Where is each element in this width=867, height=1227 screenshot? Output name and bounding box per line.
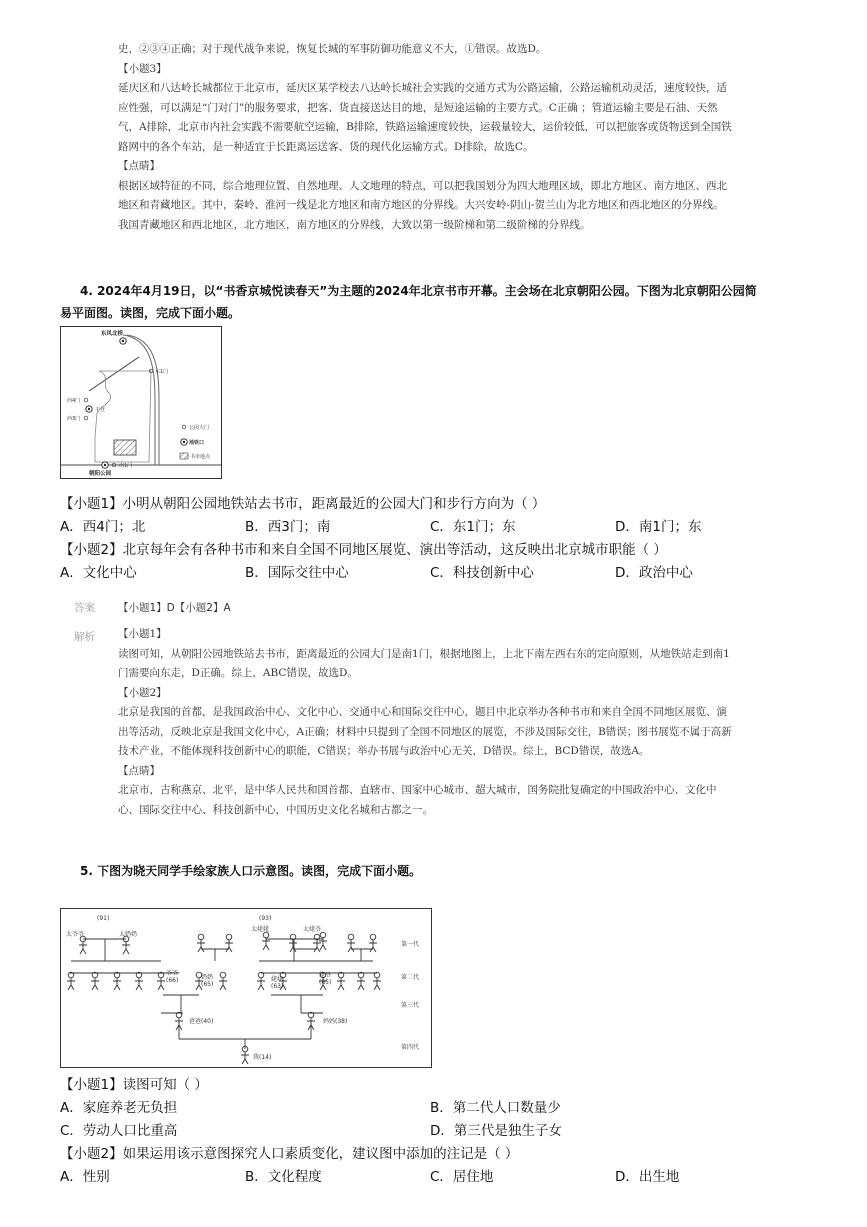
q5-sub2-option-c[interactable]: C．居住地 [430,1169,494,1185]
q5-sub1-option-c[interactable]: C．劳动人口比重高 [60,1123,178,1139]
q5-sub1-option-d[interactable]: D．第三代是独生子女 [430,1123,562,1139]
age-label: (65) [201,981,214,988]
q4-sub2-option-a[interactable]: A．文化中心 [60,565,137,581]
q5-sub1-option-b[interactable]: B．第二代人口数量少 [430,1100,561,1116]
answer-label: 答案 [74,602,95,614]
dianjing-tag: 【点睛】 [118,764,160,777]
generation-label: 第一代 [401,941,420,948]
subway-exit-icon [104,464,106,466]
person-label: 奶奶 [201,974,214,981]
q4-sub1-option-c[interactable]: C．东1门；东 [430,519,516,535]
explain-line: 北京市，古称燕京、北平，是中华人民共和国首都、直辖市、国家中心城市、超大城市，国务院批复确定的中国政治中心、文化中 [118,784,717,796]
person-label: 爷爷 [166,970,179,977]
legend-gate-icon [182,425,186,429]
age-label: (65) [319,979,332,986]
q4-sub2-option-d[interactable]: D．政治中心 [615,565,693,581]
explain-line: 北京是我国的首都，是我国政治中心、文化中心、交通中心和国际交往中心，题目中北京举办各种书市和来自全国不同地区展览、演 [118,706,727,718]
subway-exit-icon [122,340,124,342]
road-diagonal [89,357,139,391]
prev-explanation [118,40,790,235]
question-4-line: 4. 2024年4月19日，以“书香京城悦读春天”为主题的2024年北京书市开幕。主会场在北京朝阳公园。下图为北京朝阳公园简 [80,284,757,298]
person-figure-icon [91,972,99,990]
person-figure-icon [157,972,165,990]
gate-west4-label: 西4门 [67,398,81,404]
book-fair-area [114,440,136,455]
explain-line: 心、国际交往中心、科技创新中心，中国历史文化名城和古都之一。 [118,803,433,816]
generation-label: 第四代 [401,1044,420,1051]
explain-line: 出等活动，反映北京是我国文化中心，A正确；材料中只提到了全国不同地区的展览，不涉及国际交往，B错误；图书展览不属于高新 [118,725,732,738]
person-label: 姥姥 [271,976,284,983]
generation-label: 第二代 [401,974,420,981]
legend-subway-icon [183,441,185,443]
person-figure-icon [262,932,270,950]
explain-line: 史，②③④正确；对于现代战争来说，恢复长城的军事防御功能意义不大，①错误。故选D。 [118,43,547,55]
person-figure-icon [257,972,265,990]
person-label: 妈妈(38) [323,1018,348,1025]
gate-icon [84,398,88,402]
gate-icon [84,416,88,420]
age-label: (66) [166,977,179,984]
person-figure-icon [219,972,227,990]
landmark-label: 丰登 [95,407,106,413]
legend-gate-label: 公园大门 [189,425,210,431]
answer-text: 【小题1】D【小题2】A [118,602,231,614]
family-diagram [60,908,432,1068]
generation-label: 第三代 [401,1002,420,1009]
park-map [60,326,222,479]
station-top-label: 东风北桥 [101,331,124,337]
q5-sub2-option-a[interactable]: A．性别 [60,1169,110,1185]
person-figure-icon [373,972,381,990]
explain-line: 技术产业，不能体现科技创新中心的职能，C错误；举办书展与政治中心无关，D错误。综上，BCD错误，故选A。 [118,745,650,757]
person-label: 爸爸(40) [189,1018,214,1025]
question-4-line: 易平面图。读图，完成下面小题。 [60,306,241,320]
dianjing-tag: 【点睛】 [118,160,160,172]
explain-label: 解析 [74,631,95,643]
q5-sub1-option-a[interactable]: A．家庭养老无负担 [60,1100,178,1116]
person-figure-icon [113,972,121,990]
q4-sub2-option-b[interactable]: B．国际交往中心 [245,565,349,581]
family-lines [69,939,377,1049]
family-diagram-svg [61,909,431,1067]
station-bottom-label: 朝阳公园 [89,471,112,477]
legend-fair-label: 书市地点 [190,454,211,460]
q4-explanation [118,625,790,820]
park-map-svg [61,327,221,478]
age-label: (63) [271,983,284,990]
explain-line: 读图可知，从朝阳公园地铁站去书市，距离最近的公园大门是南1门，根据地图上，上北下南左西右东的定向原则，从地铁站走到南1 [118,647,730,660]
legend-subway-label: 地铁口 [189,440,205,446]
explain-line: 应性强，可以满足“门对门”的服务要求，把客、货直接送达目的地，是短途运输的主要方式。C正确 ；管道运输主要是石油、天然 [118,101,718,114]
q5-sub2-stem: 【小题2】如果运用该示意图探究人口素质变化，建议图中添加的注记是（ ） [60,1146,519,1162]
person-label: 姥爷 [319,972,332,979]
q4-sub2-stem: 【小题2】北京每年会有各种书市和来自全国不同地区展览、演出等活动，这反映出北京城市职能（ ） [60,542,667,558]
explain-line: 气，A排除，北京市内社会实践不需要航空运输，B排除，铁路运输速度较快，运载量较大，运价较低，可以把旅客或货物送到全国铁 [118,121,732,133]
person-label: 太姥姥 [251,926,270,933]
person-label: 太奶奶 [119,931,138,938]
sub-tag: 【小题1】 [118,628,167,640]
person-label: 太爷爷 [66,931,85,938]
q5-sub2-option-b[interactable]: B．文化程度 [245,1169,322,1185]
q5-sub2-option-d[interactable]: D．出生地 [615,1169,680,1185]
sub-tag: 【小题2】 [118,686,167,699]
explain-line: 门需要向东走，D正确。综上，ABC错误，故选D。 [118,667,358,679]
sub-tag: 【小题3】 [118,62,167,75]
person-label: 太姥爷 [303,926,322,933]
explain-line: 我国青藏地区和西北地区，北方地区，南方地区的分界线，大致以第一级阶梯和第二级阶梯的分界线。 [118,218,591,231]
question-5-stem: 5. 下图为晓天同学手绘家族人口示意图。读图，完成下面小题。 [80,864,422,878]
person-figure-icon [319,932,327,950]
gate-west3-label: 西3门 [67,416,81,422]
q5-sub1-stem: 【小题1】读图可知（ ） [60,1077,208,1093]
q4-sub1-option-a[interactable]: A．西4门；北 [60,519,146,535]
person-figure-icon [67,972,75,990]
q4-sub1-option-b[interactable]: B．西3门；南 [245,519,331,535]
person-label: 我(14) [253,1054,272,1061]
q4-sub1-stem: 【小题1】小明从朝阳公园地铁站去书市，距离最近的公园大门和步行方向为（ ） [60,496,546,512]
age-label: (93) [259,915,272,922]
q4-sub2-option-c[interactable]: C．科技创新中心 [430,565,534,581]
subway-exit-icon [88,408,90,410]
age-label: (91) [97,915,110,922]
explain-line: 地区和青藏地区。其中，秦岭、淮河一线是北方地区和南方地区的分界线。大兴安岭-阴山-贺兰山为北方地区和西北地区的分界线。 [118,199,724,211]
explain-line: 路网中的各个车站，是一种适宜于长距离运送客、货的现代化运输方式。D排除，故选C。 [118,140,534,153]
legend-fair-icon [180,453,188,459]
person-figure-icon [337,972,345,990]
gate-east1-label: 东1门 [155,369,169,375]
explain-line: 根据区域特征的不同，综合地理位置、自然地理、人文地理的特点，可以把我国划分为四大地理区域，即北方地区、南方地区、西北 [118,179,727,192]
question-4-stem [60,280,790,324]
person-figure-icon [357,972,365,990]
q4-sub1-option-d[interactable]: D．南1门；东 [615,519,702,535]
gate-south1-label: 南1门 [119,463,133,469]
explain-line: 延庆区和八达岭长城都位于北京市，延庆区某学校去八达岭长城社会实践的交通方式为公路运输，公路运输机动灵活，速度较快，适 [118,82,727,94]
person-figure-icon [135,972,143,990]
